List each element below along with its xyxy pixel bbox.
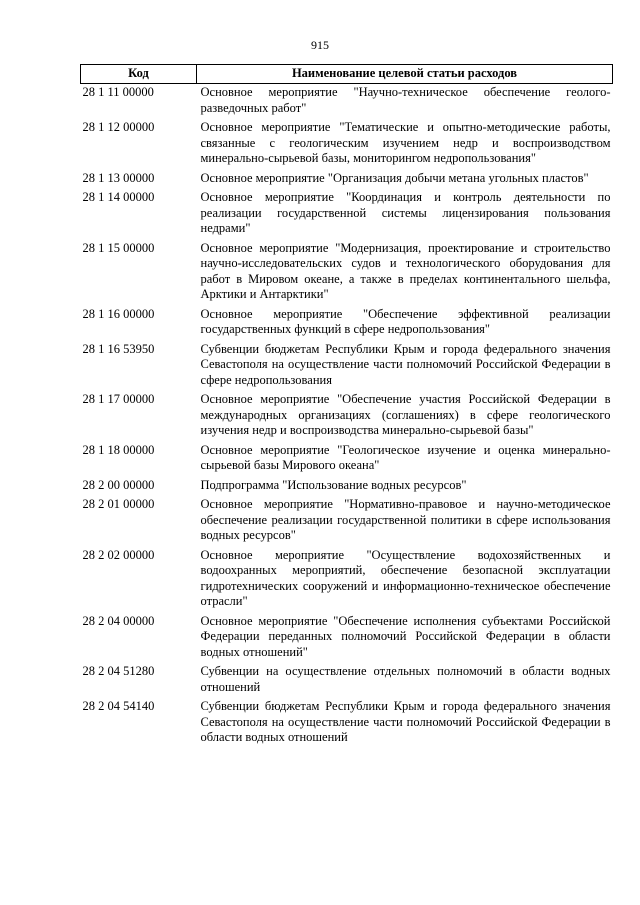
- row-code: 28 2 04 00000: [82, 613, 155, 628]
- table-row: [81, 614, 613, 665]
- row-code: 28 1 17 00000: [82, 392, 155, 406]
- row-code: 28 1 16 00000: [82, 306, 155, 321]
- row-code: 28 1 14 00000: [82, 190, 155, 204]
- row-name: Подпрограмма "Использование водных ресурсов": [200, 477, 467, 492]
- header-code: Код: [81, 65, 197, 84]
- row-name: Основное мероприятие "Осуществление водохозяйственных и водоохранных мероприятий, обеспечение безопасной эксплуатации гидротехнических сооружений и информационно-техническое обеспечение отрасли": [200, 547, 611, 608]
- row-name: Субвенции бюджетам Республики Крым и города федерального значения Севастополя на осуществление части полномочий Российской Федерации в области водных отношений: [200, 699, 611, 744]
- table-row: [81, 443, 613, 478]
- row-name: Основное мероприятие "Обеспечение участия Российской Федерации в международных организациях (соглашениях) в сфере геологического изучения недр и воспроизводства минерально-сырьевой базы": [200, 392, 611, 437]
- page-number: 915: [311, 38, 329, 52]
- row-code: 28 1 12 00000: [82, 120, 155, 134]
- row-name: Субвенции на осуществление отдельных полномочий в области водных отношений: [200, 664, 611, 694]
- row-name: Основное мероприятие "Обеспечение эффективной реализации государственных функций в сфере недропользования": [200, 306, 611, 336]
- table-row: [81, 241, 613, 307]
- row-code: 28 2 00 00000: [82, 477, 155, 492]
- row-code: 28 1 16 53950: [82, 341, 155, 356]
- row-name: Субвенции бюджетам Республики Крым и города федерального значения Севастополя на осуществление части полномочий Российской Федерации в сфере недропользования: [200, 341, 611, 387]
- row-name: Основное мероприятие "Нормативно-правовое и научно-методическое обеспечение реализации государственной политики в сфере использования водных ресурсов": [200, 497, 611, 542]
- table-header-row: [81, 65, 613, 84]
- table-row: [81, 478, 613, 498]
- row-code: 28 1 11 00000: [82, 85, 154, 99]
- row-code: 28 2 04 54140: [82, 699, 155, 713]
- row-name: Основное мероприятие "Геологическое изучение и оценка минерально-сырьевой базы Мирового океана": [200, 442, 611, 472]
- row-name: Основное мероприятие "Координация и контроль деятельности по реализации государственной системы лицензирования пользования недрами": [200, 190, 611, 235]
- row-name: Основное мероприятие "Научно-техническое обеспечение геолого-разведочных работ": [200, 85, 611, 115]
- header-name: Наименование целевой статьи расходов: [197, 65, 613, 84]
- table-row: [81, 120, 613, 171]
- budget-classification-table: [80, 64, 613, 750]
- table-row: [81, 342, 613, 393]
- table-row: [81, 664, 613, 699]
- row-code: 28 2 04 51280: [82, 664, 155, 678]
- row-code: 28 2 01 00000: [82, 497, 155, 511]
- table-row: [81, 699, 613, 750]
- row-name: Основное мероприятие "Тематические и опытно-методические работы, связанные с геологическим изучением недр и воспроизводством минерально-сырьевой базы, мониторингом недропользования": [200, 120, 611, 165]
- table-row: [81, 84, 613, 121]
- table-row: [81, 497, 613, 548]
- row-name: Основное мероприятие "Обеспечение исполнения субъектами Российской Федерации переданных полномочий Российской Федерации в области водных отношений": [200, 613, 611, 659]
- table-row: [81, 392, 613, 443]
- table-row: [81, 190, 613, 241]
- table-row: [81, 548, 613, 614]
- table-row: [81, 171, 613, 191]
- row-name: Основное мероприятие "Организация добычи метана угольных пластов": [200, 170, 589, 185]
- row-code: 28 1 18 00000: [82, 442, 155, 457]
- row-code: 28 2 02 00000: [82, 547, 155, 562]
- row-name: Основное мероприятие "Модернизация, проектирование и строительство научно-исследовательских судов и технологического оборудования для работ в Мировом океане, а также в пределах континентального шельфа, Арктики и Антарктики": [200, 240, 611, 301]
- table-row: [81, 307, 613, 342]
- row-code: 28 1 13 00000: [82, 170, 155, 185]
- row-code: 28 1 15 00000: [82, 240, 155, 255]
